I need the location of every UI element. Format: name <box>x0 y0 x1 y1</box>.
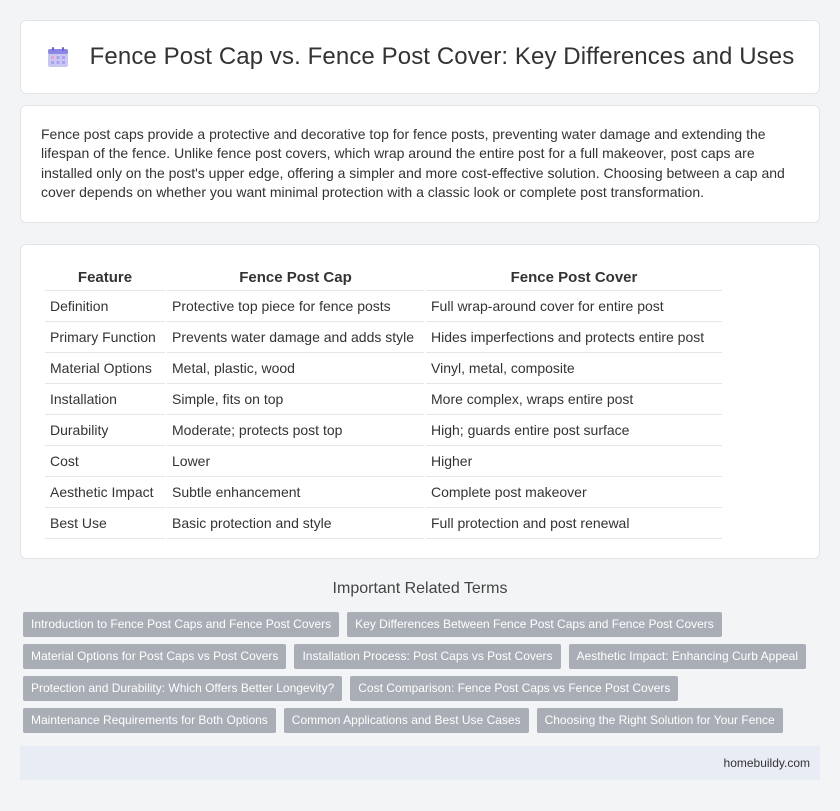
post-cover-cell: High; guards entire post surface <box>426 415 722 446</box>
related-terms-title: Important Related Terms <box>332 580 508 597</box>
post-cover-cell: Full wrap-around cover for entire post <box>426 291 722 322</box>
table-row <box>45 446 722 477</box>
intro-text: Fence post caps provide a protective and decorative top for fence posts, preventing water damage and extending the lifespan of the fence. Unlike fence post covers, which wrap around the entire post for a full makeover, post caps are installed only on the post's upper edge, offering a simpler and more cost-effective solution. Choosing between a cap and cover depends on whether you want minimal protection with a classic look or complete post transformation. <box>41 126 785 201</box>
related-terms-row <box>23 708 803 733</box>
header-post-cover: Fence Post Cover <box>426 265 722 291</box>
post-cap-cell: Subtle enhancement <box>167 477 424 508</box>
post-cover-cell: Full protection and post renewal <box>426 508 722 539</box>
table-row <box>45 477 722 508</box>
post-cover-cell: Complete post makeover <box>426 477 722 508</box>
feature-cell: Cost <box>45 446 165 477</box>
table-row <box>45 384 722 415</box>
feature-cell: Primary Function <box>45 322 165 353</box>
post-cap-cell: Prevents water damage and adds style <box>167 322 424 353</box>
feature-cell: Definition <box>45 291 165 322</box>
related-term-tag[interactable]: Common Applications and Best Use Cases <box>284 708 529 733</box>
post-cover-cell: Vinyl, metal, composite <box>426 353 722 384</box>
related-term-tag[interactable]: Introduction to Fence Post Caps and Fence Post Covers <box>23 612 339 637</box>
related-term-tag[interactable]: Protection and Durability: Which Offers Better Longevity? <box>23 676 342 701</box>
related-terms-row <box>23 612 803 637</box>
intro-card <box>20 105 820 223</box>
table-row <box>45 415 722 446</box>
feature-cell: Material Options <box>45 353 165 384</box>
related-term-tag[interactable]: Maintenance Requirements for Both Options <box>23 708 276 733</box>
related-terms-row <box>23 644 803 669</box>
header-post-cap: Fence Post Cap <box>167 265 424 291</box>
related-term-tag[interactable]: Aesthetic Impact: Enhancing Curb Appeal <box>569 644 806 669</box>
related-terms-list <box>23 612 803 740</box>
post-cap-cell: Moderate; protects post top <box>167 415 424 446</box>
comparison-card <box>20 244 820 559</box>
post-cap-cell: Basic protection and style <box>167 508 424 539</box>
related-terms-row <box>23 676 803 701</box>
table-header-row <box>45 265 722 291</box>
table-row <box>45 508 722 539</box>
page-title: Fence Post Cap vs. Fence Post Cover: Key Differences and Uses <box>89 43 795 70</box>
header-feature: Feature <box>45 265 165 291</box>
feature-cell: Best Use <box>45 508 165 539</box>
post-cap-cell: Lower <box>167 446 424 477</box>
table-row <box>45 291 722 322</box>
feature-cell: Installation <box>45 384 165 415</box>
related-term-tag[interactable]: Choosing the Right Solution for Your Fence <box>537 708 783 733</box>
footer-site: homebuildy.com <box>723 756 810 770</box>
post-cap-cell: Protective top piece for fence posts <box>167 291 424 322</box>
post-cover-cell: Hides imperfections and protects entire post <box>426 322 722 353</box>
related-term-tag[interactable]: Material Options for Post Caps vs Post Covers <box>23 644 286 669</box>
header-card <box>20 20 820 94</box>
post-cover-cell: Higher <box>426 446 722 477</box>
post-cap-cell: Simple, fits on top <box>167 384 424 415</box>
post-cap-cell: Metal, plastic, wood <box>167 353 424 384</box>
table-row <box>45 353 722 384</box>
feature-cell: Aesthetic Impact <box>45 477 165 508</box>
post-cover-cell: More complex, wraps entire post <box>426 384 722 415</box>
footer <box>20 746 820 780</box>
related-term-tag[interactable]: Cost Comparison: Fence Post Caps vs Fence Post Covers <box>350 676 678 701</box>
related-term-tag[interactable]: Key Differences Between Fence Post Caps and Fence Post Covers <box>347 612 722 637</box>
comparison-table <box>43 265 724 539</box>
table-row <box>45 322 722 353</box>
feature-cell: Durability <box>45 415 165 446</box>
calendar-icon <box>46 45 70 69</box>
related-term-tag[interactable]: Installation Process: Post Caps vs Post Covers <box>294 644 560 669</box>
